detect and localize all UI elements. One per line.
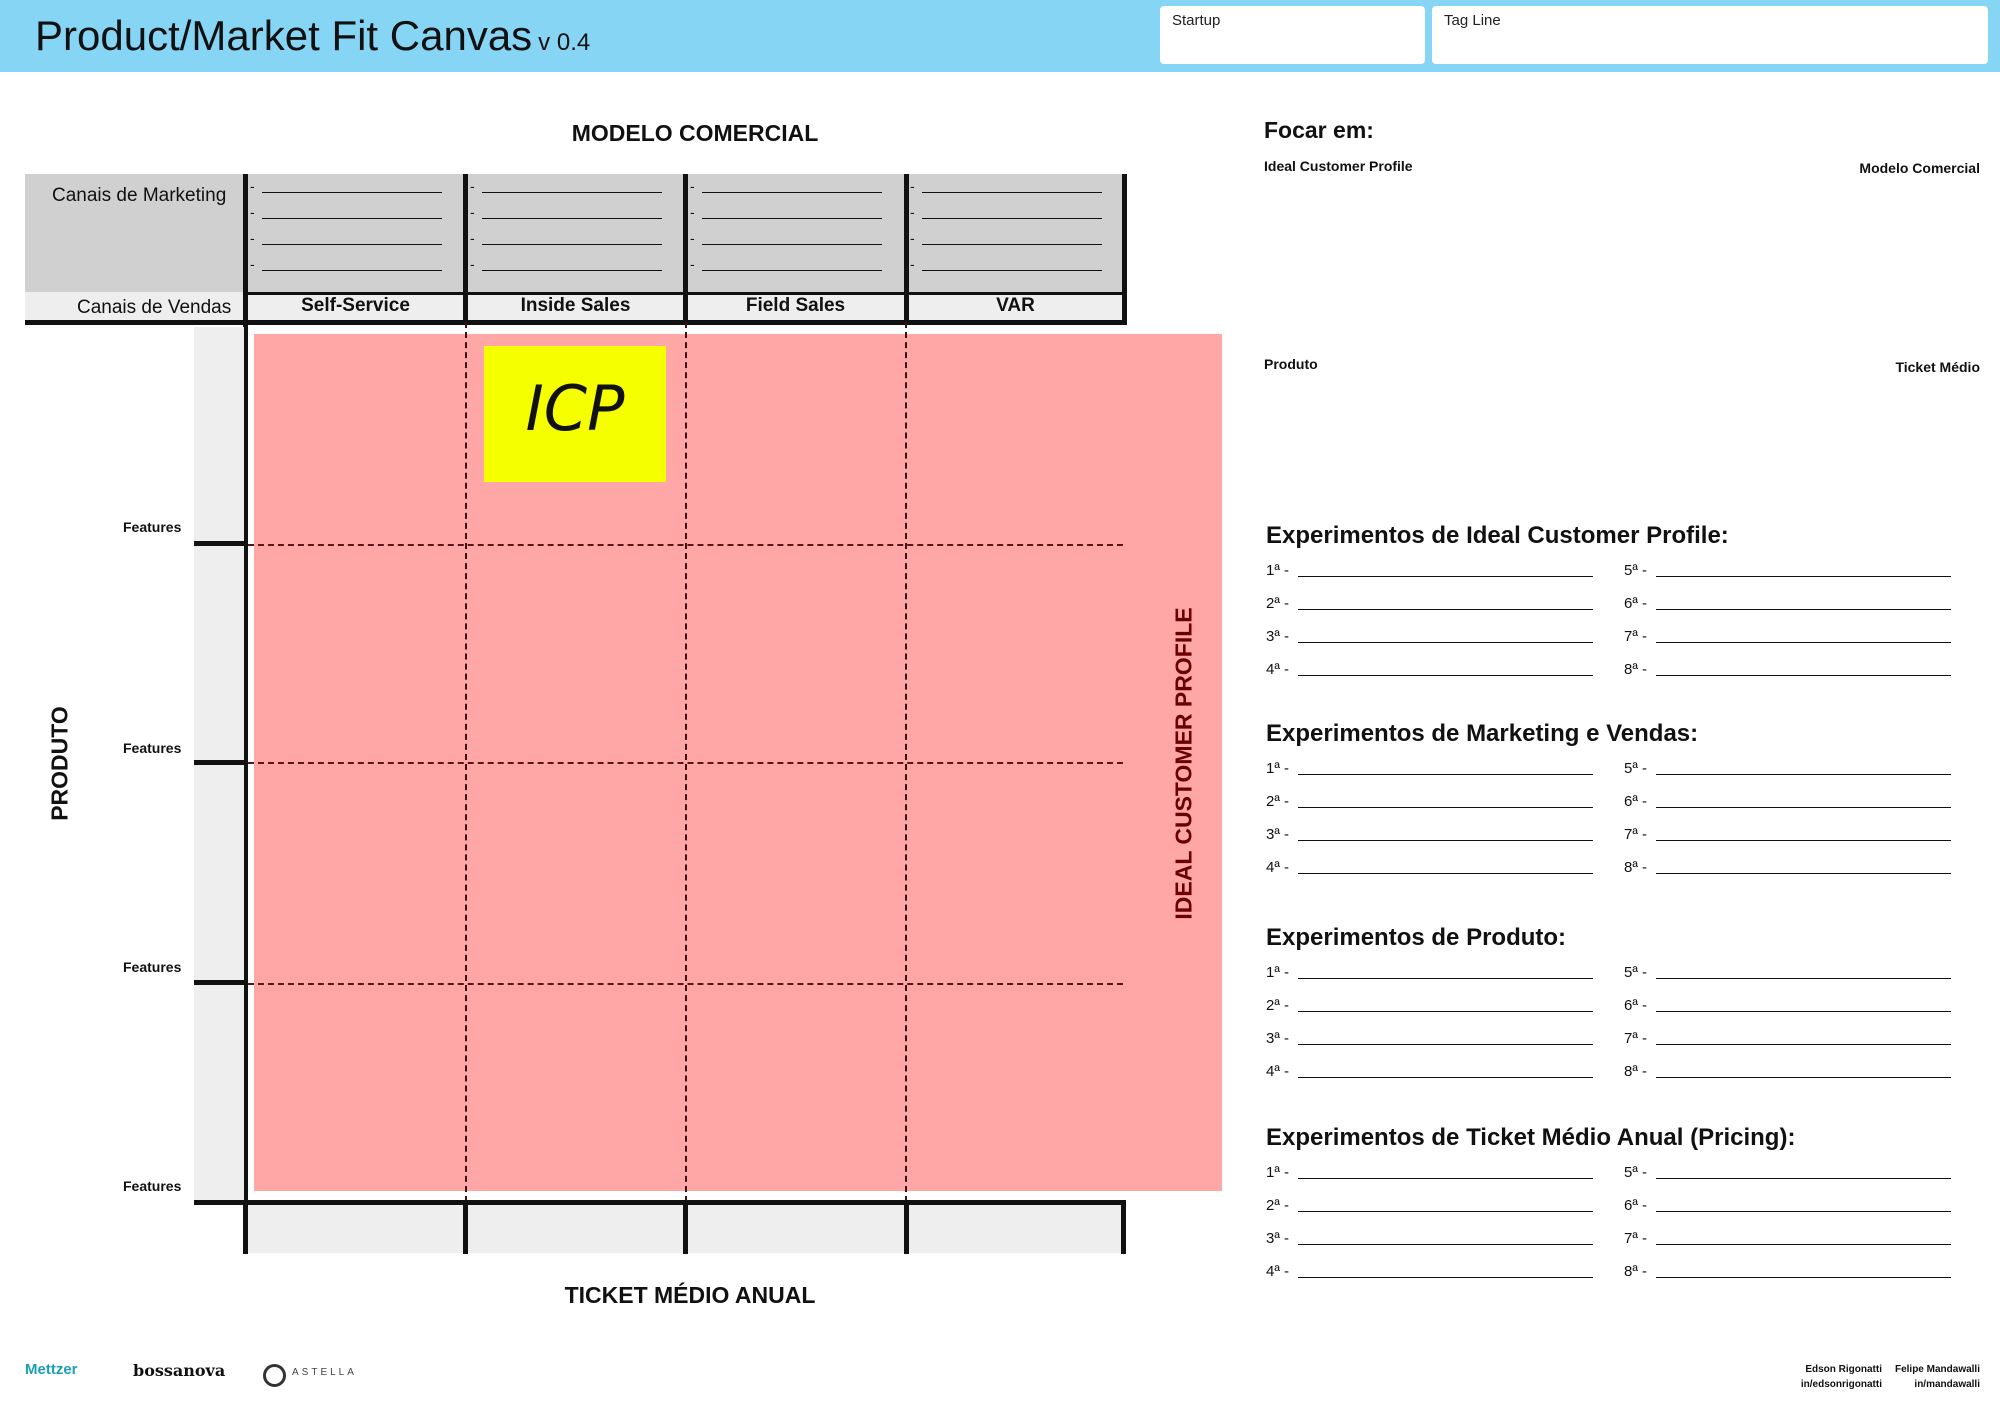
marketing-dash: - xyxy=(910,230,915,246)
features-label: Features xyxy=(123,959,182,975)
experiment-row[interactable] xyxy=(1266,595,1596,615)
experiment-number: 8ª - xyxy=(1624,661,1648,678)
experiment-row[interactable] xyxy=(1624,595,1954,615)
experiment-row[interactable] xyxy=(1266,760,1596,780)
marketing-blank-line[interactable] xyxy=(482,270,662,271)
marketing-blank-line[interactable] xyxy=(262,218,442,219)
experiment-blank-line xyxy=(1656,873,1951,874)
icp-vertical-label: IDEAL CUSTOMER PROFILE xyxy=(1170,607,1197,920)
dashed-line xyxy=(465,322,467,1202)
focus-ticket: Ticket Médio xyxy=(1895,359,1980,375)
experiment-blank-line xyxy=(1656,1178,1951,1179)
experiment-blank-line xyxy=(1298,1077,1593,1078)
experiment-row[interactable] xyxy=(1266,826,1596,846)
marketing-blank-line[interactable] xyxy=(262,270,442,271)
startup-label: Startup xyxy=(1172,12,1221,29)
experiment-blank-line xyxy=(1656,1044,1951,1045)
marketing-blank-line[interactable] xyxy=(922,218,1102,219)
grid-line xyxy=(243,292,1127,295)
marketing-dash: - xyxy=(250,178,255,194)
credit-handle: in/mandawalli xyxy=(1914,1379,1980,1390)
marketing-dash: - xyxy=(690,204,695,220)
experiment-row[interactable] xyxy=(1624,826,1954,846)
experiment-blank-line xyxy=(1656,807,1951,808)
experiment-row[interactable] xyxy=(1624,997,1954,1017)
experiment-blank-line xyxy=(1656,774,1951,775)
marketing-dash: - xyxy=(470,256,475,272)
experiment-blank-line xyxy=(1656,1277,1951,1278)
experiment-number: 5ª - xyxy=(1624,562,1648,579)
experiment-blank-line xyxy=(1298,1011,1593,1012)
experiment-blank-line xyxy=(1298,978,1593,979)
marketing-blank-line[interactable] xyxy=(702,244,882,245)
marketing-blank-line[interactable] xyxy=(482,192,662,193)
experiment-number: 5ª - xyxy=(1624,760,1648,777)
marketing-blank-line[interactable] xyxy=(482,244,662,245)
marketing-blank-line[interactable] xyxy=(262,244,442,245)
experiment-number: 6ª - xyxy=(1624,997,1648,1014)
experiment-number: 2ª - xyxy=(1266,1197,1290,1214)
channel-field-sales: Field Sales xyxy=(745,295,846,316)
experiment-number: 6ª - xyxy=(1624,793,1648,810)
grid-line xyxy=(904,174,909,322)
experiment-blank-line xyxy=(1656,576,1951,577)
grid-line xyxy=(1122,174,1127,322)
focus-produto: Produto xyxy=(1264,356,1318,372)
experiment-number: 4ª - xyxy=(1266,1063,1290,1080)
ticket-medio-anual-label: TICKET MÉDIO ANUAL xyxy=(564,1282,816,1308)
astella-icon xyxy=(263,1364,286,1387)
marketing-dash: - xyxy=(470,204,475,220)
grid-line xyxy=(683,174,688,322)
marketing-dash: - xyxy=(910,178,915,194)
experiment-blank-line xyxy=(1298,1211,1593,1212)
dashed-line xyxy=(685,322,687,1202)
features-label: Features xyxy=(123,740,182,756)
credit-1 xyxy=(1770,1362,1882,1392)
experiment-number: 3ª - xyxy=(1266,628,1290,645)
experiment-row[interactable] xyxy=(1266,661,1596,681)
page-title xyxy=(35,12,590,60)
experiment-number: 8ª - xyxy=(1624,859,1648,876)
experiment-row[interactable] xyxy=(1266,1030,1596,1050)
experiment-number: 6ª - xyxy=(1624,595,1648,612)
experiment-blank-line xyxy=(1298,873,1593,874)
experiment-row[interactable] xyxy=(1266,859,1596,879)
experiment-row[interactable] xyxy=(1624,628,1954,648)
marketing-dash: - xyxy=(470,230,475,246)
experiment-number: 7ª - xyxy=(1624,1230,1648,1247)
experiment-row[interactable] xyxy=(1266,1164,1596,1184)
experiment-row[interactable] xyxy=(1266,628,1596,648)
experiment-blank-line xyxy=(1298,840,1593,841)
marketing-dash: - xyxy=(250,230,255,246)
experiment-blank-line xyxy=(1298,675,1593,676)
grid-line xyxy=(904,1200,909,1254)
tagline-field[interactable] xyxy=(1432,6,1988,64)
experiment-row[interactable] xyxy=(1624,1063,1954,1083)
experiment-number: 3ª - xyxy=(1266,826,1290,843)
astella-logo: ASTELLA xyxy=(292,1367,357,1378)
grid-line xyxy=(194,1200,1124,1205)
feature-tick xyxy=(194,980,246,985)
experiment-number: 8ª - xyxy=(1624,1263,1648,1280)
marketing-blank-line[interactable] xyxy=(922,270,1102,271)
credit-name: Felipe Mandawalli xyxy=(1894,1364,1980,1375)
experiment-blank-line xyxy=(1298,1244,1593,1245)
mettzer-logo: Mettzer xyxy=(25,1361,78,1378)
experiment-number: 1ª - xyxy=(1266,964,1290,981)
experiment-title: Experimentos de Produto: xyxy=(1266,924,1567,951)
version-label: v 0.4 xyxy=(538,29,591,56)
experiment-row[interactable] xyxy=(1266,1263,1596,1283)
experiment-blank-line xyxy=(1656,642,1951,643)
experiment-blank-line xyxy=(1656,978,1951,979)
marketing-blank-line[interactable] xyxy=(262,192,442,193)
experiment-row[interactable] xyxy=(1624,859,1954,879)
experiment-blank-line xyxy=(1656,609,1951,610)
experiment-row[interactable] xyxy=(1624,1197,1954,1217)
experiment-title: Experimentos de Ideal Customer Profile: xyxy=(1266,522,1729,549)
experiment-blank-line xyxy=(1656,1211,1951,1212)
features-label: Features xyxy=(123,519,182,535)
grid-line xyxy=(25,320,1127,325)
experiment-number: 5ª - xyxy=(1624,964,1648,981)
experiment-number: 5ª - xyxy=(1624,1164,1648,1181)
experiment-number: 8ª - xyxy=(1624,1063,1648,1080)
credit-name: Edson Rigonatti xyxy=(1805,1364,1882,1375)
focar-title: Focar em: xyxy=(1264,117,1374,143)
experiment-number: 1ª - xyxy=(1266,1164,1290,1181)
experiment-row[interactable] xyxy=(1266,1197,1596,1217)
marketing-blank-line[interactable] xyxy=(482,218,662,219)
experiment-row[interactable] xyxy=(1266,964,1596,984)
experiment-number: 1ª - xyxy=(1266,760,1290,777)
marketing-dash: - xyxy=(250,256,255,272)
experiment-row[interactable] xyxy=(1266,997,1596,1017)
experiment-number: 4ª - xyxy=(1266,661,1290,678)
experiment-row[interactable] xyxy=(1624,562,1954,582)
experiment-blank-line xyxy=(1656,675,1951,676)
experiment-blank-line xyxy=(1298,609,1593,610)
tagline-label: Tag Line xyxy=(1444,12,1501,29)
experiment-blank-line xyxy=(1298,807,1593,808)
experiment-number: 1ª - xyxy=(1266,562,1290,579)
channel-var: VAR xyxy=(996,295,1035,316)
marketing-dash: - xyxy=(250,204,255,220)
experiment-row[interactable] xyxy=(1624,793,1954,813)
channel-self-service: Self-Service xyxy=(301,295,410,316)
experiment-number: 2ª - xyxy=(1266,595,1290,612)
marketing-blank-line[interactable] xyxy=(702,218,882,219)
experiment-row[interactable] xyxy=(1266,1230,1596,1250)
experiment-blank-line xyxy=(1298,774,1593,775)
experiment-title: Experimentos de Marketing e Vendas: xyxy=(1266,720,1699,747)
focus-modelo: Modelo Comercial xyxy=(1859,160,1980,176)
marketing-dash: - xyxy=(910,256,915,272)
channel-inside-sales: Inside Sales xyxy=(520,295,631,316)
startup-field[interactable] xyxy=(1160,6,1425,64)
experiment-number: 3ª - xyxy=(1266,1230,1290,1247)
experiment-number: 7ª - xyxy=(1624,826,1648,843)
experiment-row[interactable] xyxy=(1266,793,1596,813)
experiment-row[interactable] xyxy=(1624,661,1954,681)
canais-vendas-label: Canais de Vendas xyxy=(77,297,232,318)
icp-note-text: ICP xyxy=(525,372,625,445)
experiment-title: Experimentos de Ticket Médio Anual (Pricing): xyxy=(1266,1124,1796,1151)
experiment-blank-line xyxy=(1298,1277,1593,1278)
marketing-blank-line[interactable] xyxy=(922,192,1102,193)
experiment-row[interactable] xyxy=(1624,1263,1954,1283)
marketing-dash: - xyxy=(910,204,915,220)
marketing-blank-line[interactable] xyxy=(702,192,882,193)
experiment-blank-line xyxy=(1298,576,1593,577)
experiment-blank-line xyxy=(1656,1011,1951,1012)
feature-tick xyxy=(194,760,246,765)
experiment-row[interactable] xyxy=(1266,1063,1596,1083)
focus-icp: Ideal Customer Profile xyxy=(1264,158,1413,174)
produto-label: PRODUTO xyxy=(46,706,73,821)
experiment-blank-line xyxy=(1298,1178,1593,1179)
experiment-number: 4ª - xyxy=(1266,859,1290,876)
marketing-blank-line[interactable] xyxy=(922,244,1102,245)
experiment-row[interactable] xyxy=(1624,1164,1954,1184)
experiment-number: 4ª - xyxy=(1266,1263,1290,1280)
experiment-number: 3ª - xyxy=(1266,1030,1290,1047)
experiment-row[interactable] xyxy=(1266,562,1596,582)
grid-line xyxy=(463,1200,468,1254)
modelo-comercial-title: MODELO COMERCIAL xyxy=(571,120,819,146)
experiment-blank-line xyxy=(1298,1044,1593,1045)
marketing-dash: - xyxy=(690,230,695,246)
experiment-number: 2ª - xyxy=(1266,793,1290,810)
experiment-number: 7ª - xyxy=(1624,1030,1648,1047)
experiment-number: 2ª - xyxy=(1266,997,1290,1014)
grid-line xyxy=(463,174,468,322)
grid-line xyxy=(683,1200,688,1254)
experiment-blank-line xyxy=(1656,1244,1951,1245)
canais-marketing-label: Canais de Marketing xyxy=(52,185,227,206)
experiment-row[interactable] xyxy=(1624,964,1954,984)
marketing-dash: - xyxy=(690,178,695,194)
grid-line xyxy=(1121,1200,1126,1254)
experiment-row[interactable] xyxy=(1624,1030,1954,1050)
features-label: Features xyxy=(123,1178,182,1194)
experiment-number: 6ª - xyxy=(1624,1197,1648,1214)
marketing-blank-line[interactable] xyxy=(702,270,882,271)
credit-2 xyxy=(1890,1362,1980,1392)
credit-handle: in/edsonrigonatti xyxy=(1800,1379,1882,1390)
experiment-row[interactable] xyxy=(1624,760,1954,780)
dashed-line xyxy=(905,322,907,1202)
marketing-dash: - xyxy=(470,178,475,194)
experiment-blank-line xyxy=(1298,642,1593,643)
title-text: Product/Market Fit Canvas xyxy=(35,12,533,59)
experiment-row[interactable] xyxy=(1624,1230,1954,1250)
marketing-dash: - xyxy=(690,256,695,272)
experiment-number: 7ª - xyxy=(1624,628,1648,645)
experiment-blank-line xyxy=(1656,840,1951,841)
feature-tick xyxy=(194,541,246,546)
bossanova-logo: bossanova xyxy=(133,1361,226,1380)
experiment-blank-line xyxy=(1656,1077,1951,1078)
